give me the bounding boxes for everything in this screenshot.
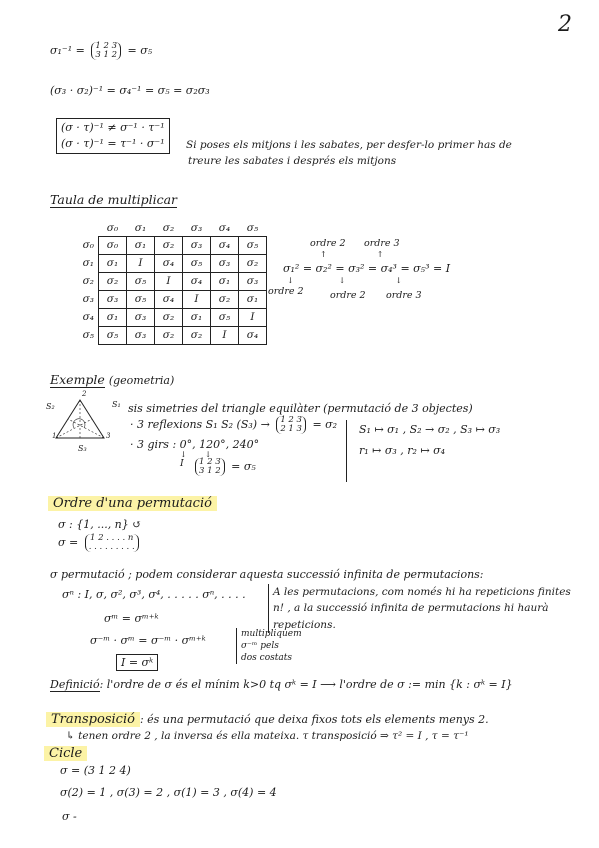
- table-cell: σ₁: [99, 255, 127, 273]
- table-cell: σ₄: [155, 255, 183, 273]
- gir-tail: = σ₅: [231, 459, 256, 473]
- order-eq3: I = σᵏ: [116, 654, 158, 671]
- order-definition: [50, 678, 513, 691]
- table-cell: σ₄: [183, 273, 211, 291]
- table-cell: σ₁: [127, 237, 155, 255]
- order-right-note: [268, 584, 571, 633]
- gir-matrix-top: 1 2 3: [199, 457, 221, 467]
- order-sequence: σⁿ : I, σ, σ², σ³, σ⁴, . . . . . σⁿ, . . . .: [62, 588, 246, 601]
- table-grid: [70, 220, 267, 345]
- socks-shoes-note: [186, 138, 512, 170]
- table-col-header: σ₅: [246, 221, 259, 234]
- triangle-figure: [44, 392, 116, 452]
- table-cell: σ₃: [239, 273, 267, 291]
- example-girs: · 3 girs : 0°, 120°, 240°: [130, 438, 260, 451]
- table-row-header: σ₅: [82, 329, 94, 342]
- cycle-heading: Cicle: [44, 746, 87, 761]
- mapping-rotations: r₁ ↦ σ₃ , r₂ ↦ σ₄: [359, 443, 446, 457]
- table-cell: σ₃: [127, 309, 155, 327]
- note-line-1: Si poses els mitjons i les sabates, per desfer-lo primer has de: [186, 139, 512, 151]
- cycle-values: σ(2) = 1 , σ(3) = 2 , σ(1) = 3 , σ(4) = 4: [60, 786, 277, 799]
- table-cell: I: [211, 327, 239, 345]
- cycle-next: σ -: [62, 810, 77, 823]
- table-row-header: σ₄: [82, 311, 94, 324]
- mapping-reflexions: S₁ ↦ σ₁ , S₂ → σ₂ , S₃ ↦ σ₃: [359, 423, 501, 436]
- gir-arrow: ↓ ↓: [180, 450, 212, 459]
- table-cell: σ₅: [239, 237, 267, 255]
- side-note-1: multipliquem: [241, 629, 302, 639]
- table-body: [70, 237, 267, 345]
- table-cell: σ₁: [239, 291, 267, 309]
- table-cell: σ₂: [99, 273, 127, 291]
- order-domain: σ : {1, ..., n} ↺: [58, 518, 142, 531]
- order-equation: σ₁² = σ₂² = σ₃² = σ₄³ = σ₅³ = I: [283, 262, 451, 275]
- order-bottom-2: ordre 2: [330, 290, 366, 301]
- order-matrix-bottom: . . . . . . . . .: [88, 541, 135, 552]
- table-cell: σ₃: [99, 291, 127, 309]
- table-cell: σ₅: [127, 291, 155, 309]
- reflexion-matrix: [276, 416, 306, 434]
- table-row: [70, 309, 267, 327]
- table-cell: σ₁: [211, 273, 239, 291]
- page-number: 2: [558, 12, 572, 37]
- table-col-header: σ₀: [106, 221, 119, 234]
- inverse-rule-box: [56, 118, 170, 154]
- order-arrows-down: ↓ ↓ ↓: [287, 276, 403, 285]
- order-matrix-top: 1 2 . . . . n: [90, 533, 134, 543]
- table-cell: σ₂: [155, 327, 183, 345]
- vertex-2: 2: [82, 390, 87, 398]
- reflexion-tail: = σ₂: [312, 417, 338, 431]
- s2-label: S₂: [46, 402, 55, 411]
- example-heading: Exemple: [50, 372, 105, 387]
- gir-identity: I: [180, 458, 184, 469]
- order-bottom-3: ordre 3: [386, 290, 422, 301]
- order-side-note: [236, 628, 302, 664]
- order-eq2: σ⁻ᵐ · σᵐ = σ⁻ᵐ · σᵐ⁺ᵏ: [90, 634, 206, 647]
- table-row: [70, 291, 267, 309]
- table-cell: σ₂: [211, 291, 239, 309]
- gir-rotation: [192, 458, 256, 476]
- table-col-header: σ₁: [134, 221, 147, 234]
- vertex-3: 3: [106, 432, 111, 440]
- table-row: [70, 255, 267, 273]
- matrix-top: 1 2 3: [95, 41, 117, 51]
- definition-text: : l'ordre de σ és el mínim k>0 tq σᵏ = I ⟶ l'ordre de σ := min {k : σᵏ = I}: [99, 678, 513, 691]
- table-cell: I: [127, 255, 155, 273]
- table-cell: σ₁: [99, 309, 127, 327]
- table-cell: I: [155, 273, 183, 291]
- side-note-2: σ⁻ᵐ pels: [241, 641, 279, 652]
- note-line-2: treure les sabates i després els mitjons: [188, 154, 397, 167]
- table-corner: [70, 220, 99, 237]
- gir-matrix: [195, 458, 225, 476]
- table-col-header: σ₂: [162, 221, 175, 234]
- reflexion-matrix-bottom: 2 1 3: [280, 423, 302, 434]
- order-heading: [48, 496, 217, 512]
- inverse-product: (σ₃ · σ₂)⁻¹ = σ₄⁻¹ = σ₅ = σ₂σ₃: [50, 84, 210, 97]
- table-row-header: σ₃: [82, 293, 94, 306]
- s3-label: S₃: [78, 444, 87, 453]
- inverse-rule-right: (σ · τ)⁻¹ = τ⁻¹ · σ⁻¹: [61, 136, 165, 150]
- table-row: [70, 237, 267, 255]
- right-note-2: n! , a la successió infinita de permutacions hi haurà: [273, 602, 549, 615]
- order-eq1: σᵐ = σᵐ⁺ᵏ: [104, 612, 159, 625]
- table-cell: σ₂: [183, 327, 211, 345]
- transposition-def: : és una permutació que deixa fixos tots els elements menys 2.: [139, 713, 489, 726]
- reflexion-matrix-top: 1 2 3: [280, 415, 302, 425]
- table-col-header: σ₃: [190, 221, 203, 234]
- table-cell: σ₅: [211, 309, 239, 327]
- table-cell: σ₄: [155, 291, 183, 309]
- example-line1: sis simetries del triangle equilàter (permutació de 3 objectes): [128, 402, 473, 415]
- cycle-notation: σ = (3 1 2 4): [60, 764, 131, 777]
- table-cell: σ₂: [155, 309, 183, 327]
- table-cell: I: [239, 309, 267, 327]
- table-cell: σ₃: [183, 237, 211, 255]
- table-cell: σ₀: [99, 237, 127, 255]
- example-heading-row: [50, 372, 174, 387]
- table-cell: σ₄: [239, 327, 267, 345]
- table-cell: σ₅: [127, 273, 155, 291]
- gir-matrix-bottom: 3 1 2: [199, 465, 221, 476]
- table-row: [70, 273, 267, 291]
- multiplication-table: [70, 220, 267, 345]
- inverse-sigma1-matrix: [91, 42, 121, 60]
- table-row-header: σ₂: [82, 275, 94, 288]
- order-intro: σ permutació ; podem considerar aquesta successió infinita de permutacions:: [50, 568, 484, 581]
- order-top-right: ordre 3: [364, 238, 400, 249]
- reflexions-text: · 3 reflexions S₁ S₂ (S₃) →: [130, 417, 270, 431]
- order-bottom-1: ordre 2: [268, 286, 304, 297]
- table-row-header: σ₁: [82, 257, 94, 270]
- matrix-bottom: 3 1 2: [95, 49, 117, 60]
- order-sigma-def: [58, 534, 142, 552]
- table-column-headers: [70, 220, 267, 237]
- order-top-left: ordre 2: [310, 238, 346, 249]
- right-note-1: A les permutacions, com només hi ha repeticions finites: [273, 586, 571, 598]
- definition-label: Definició: [50, 678, 100, 691]
- cycle-heading-row: [44, 746, 87, 762]
- transposition-row: [46, 712, 489, 728]
- table-cell: σ₁: [183, 309, 211, 327]
- vertex-1: 1: [52, 432, 57, 440]
- table-cell: σ₂: [239, 255, 267, 273]
- example-heading-paren: (geometria): [108, 374, 175, 387]
- transposition-heading: Transposició: [46, 712, 140, 727]
- table-row-header: σ₀: [82, 239, 94, 252]
- inverse-sigma1-right: = σ₅: [127, 43, 153, 57]
- example-reflexions: [130, 416, 337, 434]
- side-note-3: dos costats: [241, 653, 292, 664]
- order-sigma-matrix: [85, 534, 139, 552]
- table-cell: σ₅: [99, 327, 127, 345]
- order-arrows-up: ↑ ↑: [320, 250, 384, 259]
- table-cell: σ₃: [127, 327, 155, 345]
- transposition-order: ↳ tenen ordre 2 , la inversa és ella mateixa. τ transposició ⇒ τ² = I , τ = τ⁻¹: [66, 730, 469, 742]
- order-heading-text: Ordre d'una permutació: [48, 496, 217, 511]
- table-heading: Taula de multiplicar: [50, 192, 178, 207]
- inverse-rule-wrong: (σ · τ)⁻¹ ≠ σ⁻¹ · τ⁻¹: [61, 121, 165, 134]
- example-mapping: [346, 420, 500, 482]
- inverse-sigma1-left: σ₁⁻¹ =: [50, 43, 85, 57]
- table-cell: I: [183, 291, 211, 309]
- table-col-header: σ₄: [218, 221, 231, 234]
- order-sigma-left: σ =: [58, 535, 79, 549]
- table-row: [70, 327, 267, 345]
- table-cell: σ₂: [155, 237, 183, 255]
- inverse-sigma1: [50, 42, 152, 60]
- triangle-svg: [44, 392, 116, 452]
- s1-label: S₁: [112, 400, 121, 409]
- table-cell: σ₅: [183, 255, 211, 273]
- table-cell: σ₃: [211, 255, 239, 273]
- table-cell: σ₄: [211, 237, 239, 255]
- right-note-3: repeticions.: [273, 618, 336, 631]
